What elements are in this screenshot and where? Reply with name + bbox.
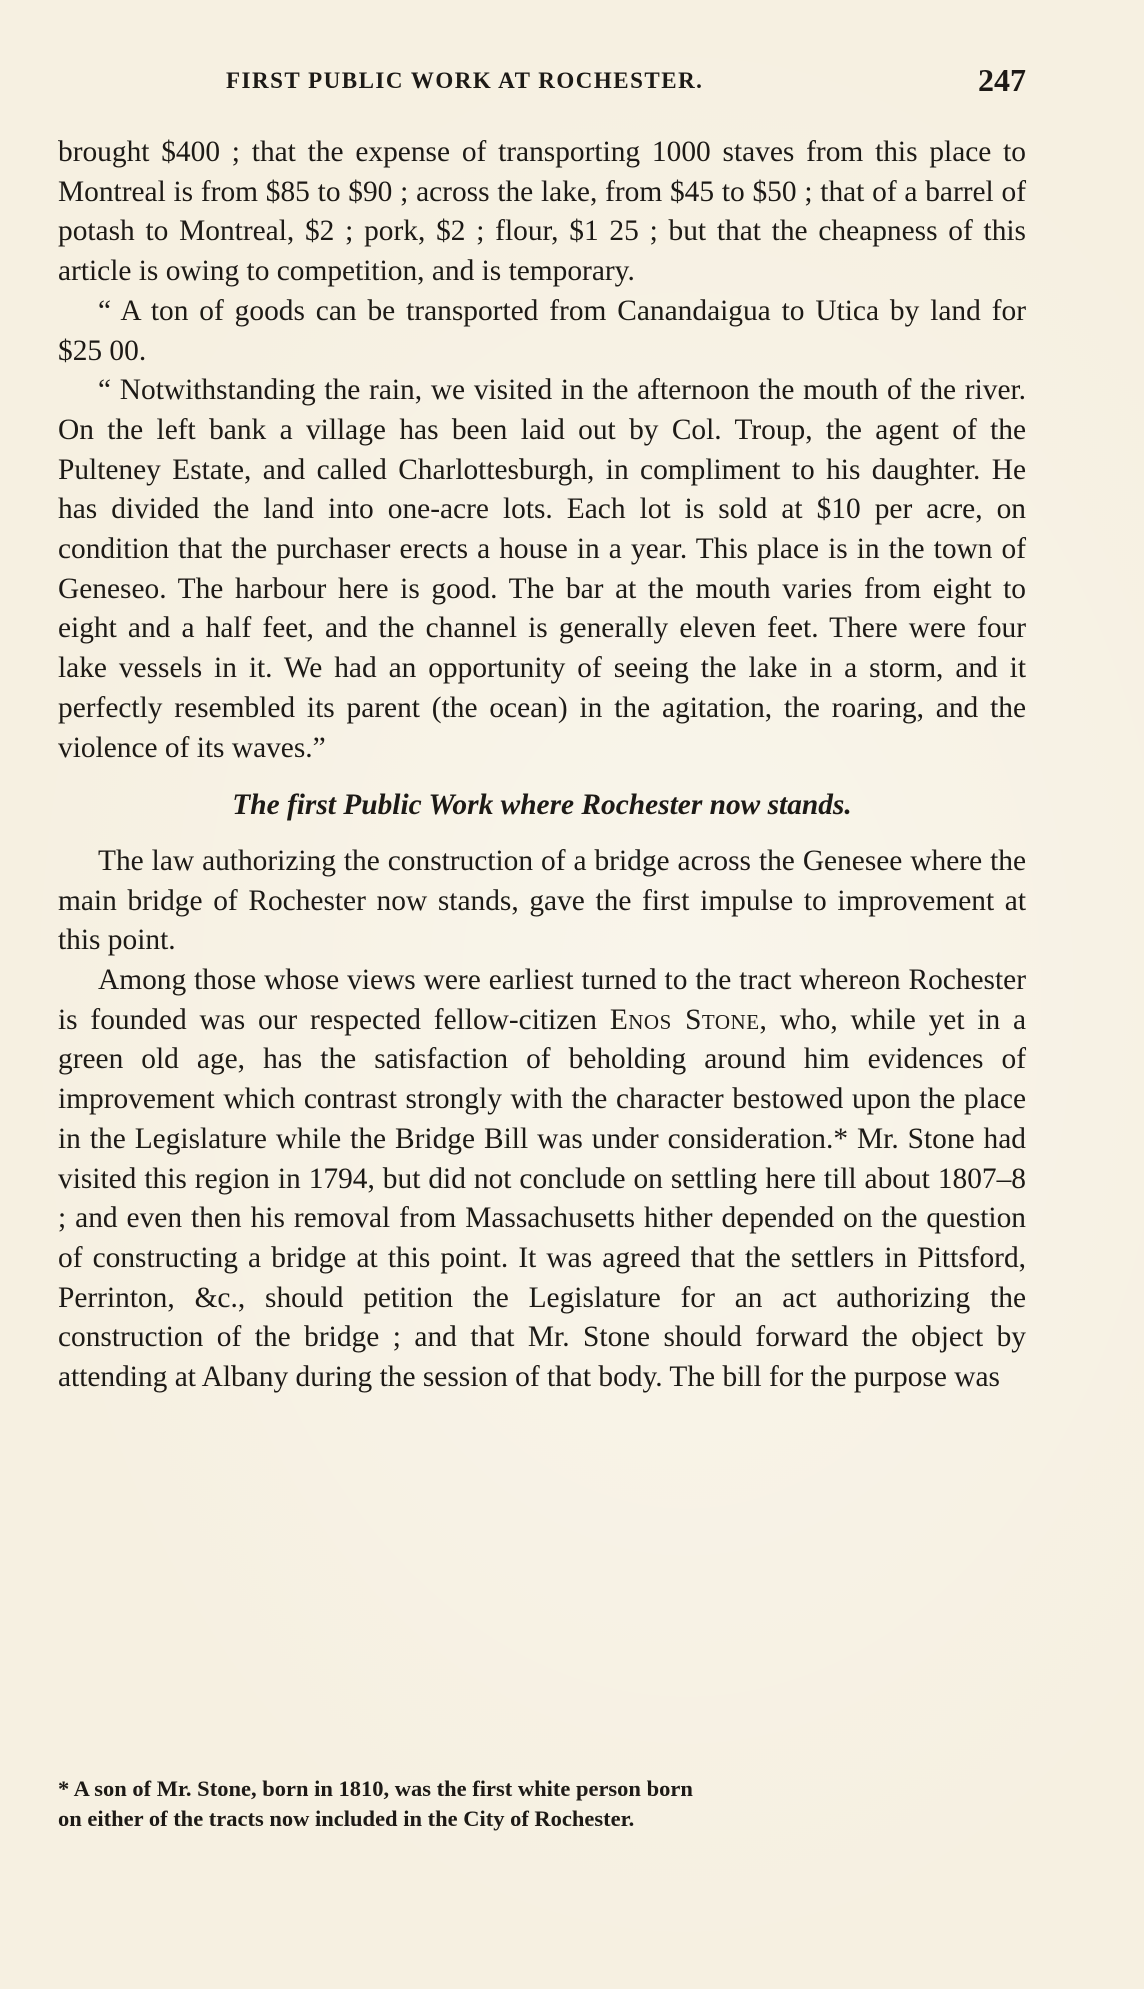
page-number: 247 bbox=[978, 62, 1026, 98]
paragraph-bridge-law: The law authorizing the construction of a bridge across the Genesee where the main bridge of Rochester now stands, gave the first impulse to improvement at this point. bbox=[58, 844, 1026, 957]
footnote-line-2: on either of the tracts now included in the City of Rochester. bbox=[58, 1806, 635, 1831]
running-head: FIRST PUBLIC WORK AT ROCHESTER. bbox=[226, 68, 704, 93]
paragraph-enos-stone-start: Among those whose views were earliest turned to the tract whereon Rochester is founded was our respected fellow-citizen bbox=[58, 964, 1026, 1036]
paragraph-enos-stone bbox=[58, 961, 1026, 1398]
person-name-enos-stone: Enos Stone bbox=[609, 1003, 760, 1036]
paragraph-enos-stone-rest: , who, while yet in a green old age, has the satisfaction of beholding around him evidences of improvement which contrast strongly with the character bestowed upon the place in the Legislature while the Bridge Bill was under consideration.* Mr. Stone had visited this region in 1794, but did not conclude on settling here till about 1807–8 ; and even then his removal from Massachusetts hither depended on the question of constructing a bridge at this point. It was agreed that the settlers in Pittsford, Perrinton, &c., should petition the Legislature for an act authorizing the construction of the bridge ; and that Mr. Stone should forward the object by attending at Albany during the session of that body. The bill for the purpose was bbox=[58, 1003, 1027, 1394]
body-text bbox=[58, 133, 1026, 1398]
page-header bbox=[58, 62, 1026, 108]
footnote-line-1: * A son of Mr. Stone, born in 1810, was the first white person born bbox=[58, 1776, 693, 1801]
footnote bbox=[58, 1774, 1026, 1834]
paragraph-staves-costs: brought $400 ; that the expense of transporting 1000 staves from this place to Montreal is from $85 to $90 ; across the lake, from $45 to $50 ; that of a barrel of potash to Montreal, $2 ; pork, $2 ; flour, $1 25 ; but that the cheapness of this article is owing to competition, and is temporary. bbox=[58, 136, 1026, 288]
paragraph-ton-of-goods: “ A ton of goods can be transported from Canandaigua to Utica by land for $25 00. bbox=[58, 294, 1026, 367]
paragraph-mouth-of-river: “ Notwithstanding the rain, we visited in the afternoon the mouth of the river. On the left bank a village has been laid out by Col. Troup, the agent of the Pulteney Estate, and called Charlottesburgh, in compliment to his daughter. He has divided the land into one-acre lots. Each lot is sold at $10 per acre, on condition that the purchaser erects a house in a year. This place is in the town of Geneseo. The harbour here is good. The bar at the mouth varies from eight to eight and a half feet, and the channel is generally eleven feet. There were four lake vessels in it. We had an opportunity of seeing the lake in a storm, and it perfectly resembled its parent (the ocean) in the agitation, the roaring, and the violence of its waves.” bbox=[58, 374, 1026, 764]
section-heading: The first Public Work where Rochester now stands. bbox=[232, 789, 852, 822]
